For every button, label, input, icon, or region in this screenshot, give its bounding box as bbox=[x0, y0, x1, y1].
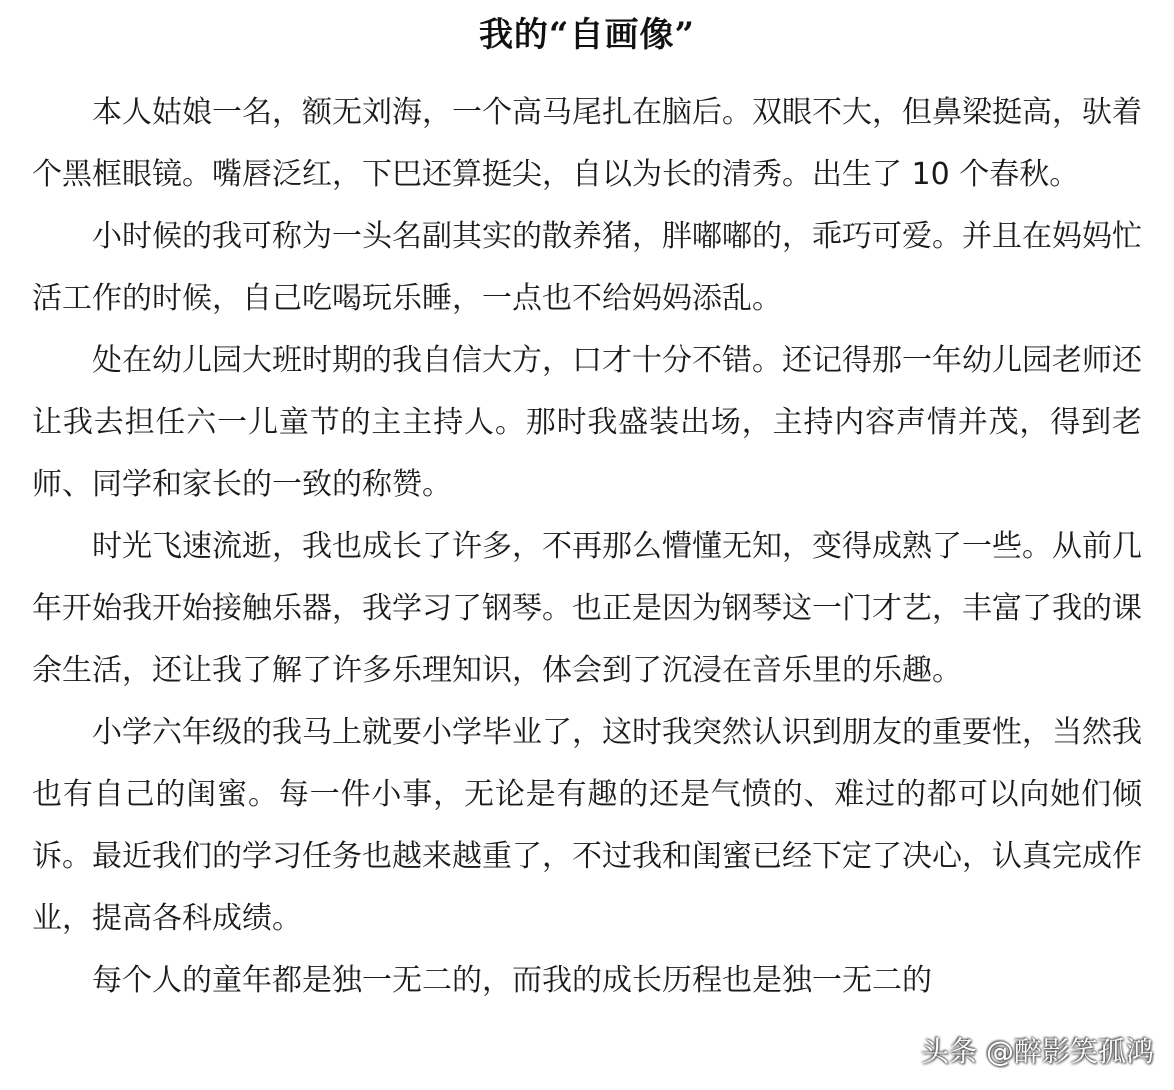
paragraph-1: 本人姑娘一名，额无刘海，一个高马尾扎在脑后。双眼不大，但鼻梁挺高，驮着个黑框眼镜。嘴唇泛红，下巴还算挺尖，自以为长的清秀。出生了 10 个春秋。 bbox=[32, 95, 1142, 192]
document-title: 我的“自画像” bbox=[478, 15, 696, 55]
paragraph-5: 小学六年级的我马上就要小学毕业了，这时我突然认识到朋友的重要性，当然我也有自己的闺蜜。每一件小事，无论是有趣的还是气愤的、难过的都可以向她们倾诉。最近我们的学习任务也越来越重了，不过我和闺蜜已经下定了决心，认真完成作业，提高各科成绩。 bbox=[32, 715, 1142, 936]
document-body bbox=[32, 82, 1142, 1012]
paragraph-2: 小时候的我可称为一头名副其实的散养猪，胖嘟嘟的，乖巧可爱。并且在妈妈忙活工作的时候，自己吃喝玩乐睡，一点也不给妈妈添乱。 bbox=[32, 219, 1142, 316]
watermark: 头条 @醉影笑孤鸿 bbox=[921, 1035, 1154, 1068]
paragraph-6: 每个人的童年都是独一无二的，而我的成长历程也是独一无二的 bbox=[92, 963, 932, 998]
paragraph-3: 处在幼儿园大班时期的我自信大方，口才十分不错。还记得那一年幼儿园老师还让我去担任六一儿童节的主主持人。那时我盛装出场，主持内容声情并茂，得到老师、同学和家长的一致的称赞。 bbox=[32, 343, 1142, 502]
paragraph-4: 时光飞速流逝，我也成长了许多，不再那么懵懂无知，变得成熟了一些。从前几年开始我开始接触乐器，我学习了钢琴。也正是因为钢琴这一门才艺，丰富了我的课余生活，还让我了解了许多乐理知识，体会到了沉浸在音乐里的乐趣。 bbox=[32, 529, 1142, 688]
